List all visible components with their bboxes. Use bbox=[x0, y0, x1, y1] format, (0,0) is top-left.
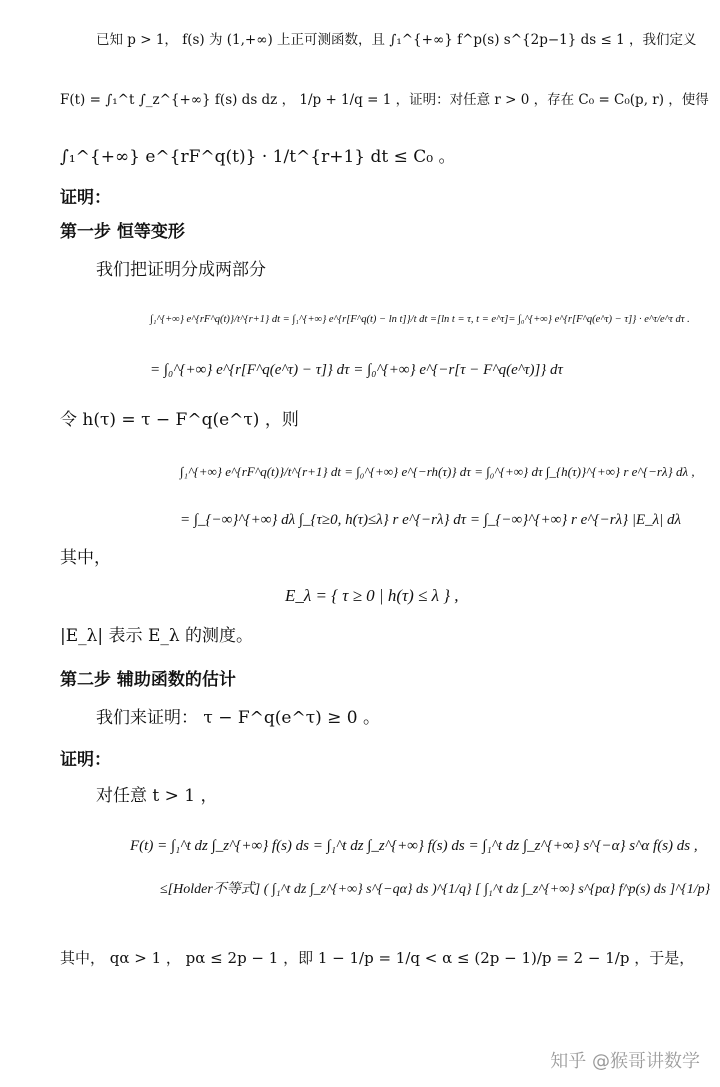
equation-1-line-1: ∫₁^{+∞} e^{rF^q(t)}/t^{r+1} dt = ∫₁^{+∞} e^{r[F^q(t) − ln t]}/t dt =[ln t = τ, t = e^τ]= ∫₀^{+∞} e^{r[F^q(e^τ) − τ]} · e^τ/e^τ dτ . bbox=[150, 314, 690, 325]
problem-line-3: ∫₁^{+∞} e^{rF^q(t)} · 1/t^{r+1} dt ≤ C₀ 。 bbox=[60, 147, 456, 167]
measure-note: |E_λ| 表示 E_λ 的测度。 bbox=[60, 626, 254, 646]
proof-label: 证明： bbox=[60, 188, 111, 208]
equation-1-line-2: = ∫₀^{+∞} e^{r[F^q(e^τ) − τ]} dτ = ∫₀^{+∞} e^{−r[τ − F^q(e^τ)]} dτ bbox=[150, 362, 563, 378]
equation-2-line-1: ∫₁^{+∞} e^{rF^q(t)}/t^{r+1} dt = ∫₀^{+∞} e^{−rh(τ)} dτ = ∫₀^{+∞} dτ ∫_{h(τ)}^{+∞} r e^{−rλ} dλ , bbox=[180, 464, 695, 479]
zhihu-watermark: 知乎 @猴哥讲数学 bbox=[550, 1051, 700, 1072]
proof2-intro: 对任意 t > 1 ， bbox=[96, 786, 218, 806]
where-label: 其中， bbox=[60, 548, 111, 568]
equation-4-line-2: ≤[Holder不等式] ( ∫₁^t dz ∫_z^{+∞} s^{−qα} ds )^{1/q} [ ∫₁^t dz ∫_z^{+∞} s^{pα} f^p(s) ds ]^{1/p} bbox=[160, 882, 711, 897]
proof-label-2: 证明： bbox=[60, 750, 111, 770]
proof2-conclusion: 其中， qα > 1 ， pα ≤ 2p − 1 ，即 1 − 1/p = 1/q < α ≤ (2p − 1)/p = 2 − 1/p ，于是， bbox=[60, 949, 695, 967]
step1-title: 第一步 恒等变形 bbox=[60, 222, 185, 242]
equation-2-line-2: = ∫_{−∞}^{+∞} dλ ∫_{τ≥0, h(τ)≤λ} r e^{−rλ} dτ = ∫_{−∞}^{+∞} r e^{−rλ} |E_λ| dλ bbox=[180, 512, 681, 528]
step2-title: 第二步 辅助函数的估计 bbox=[60, 670, 236, 690]
problem-line-1: 已知 p > 1， f(s) 为 (1,+∞) 上正可测函数，且 ∫₁^{+∞} f^p(s) s^{2p−1} ds ≤ 1 ，我们定义 bbox=[96, 32, 697, 48]
equation-4-line-1: F(t) = ∫₁^t dz ∫_z^{+∞} f(s) ds = ∫₁^t dz ∫_z^{+∞} f(s) ds = ∫₁^t dz ∫_z^{+∞} s^{−α} s^α f(s) ds , bbox=[130, 838, 698, 854]
equation-3: E_λ = { τ ≥ 0 | h(τ) ≤ λ } , bbox=[285, 586, 459, 605]
step1-intro: 我们把证明分成两部分 bbox=[96, 260, 266, 280]
problem-line-2: F(t) = ∫₁^t ∫_z^{+∞} f(s) ds dz ， 1/p + 1/q = 1 ，证明：对任意 r > 0 ，存在 C₀ = C₀(p, r) ，使得 bbox=[60, 92, 709, 108]
let-h-definition: 令 h(τ) = τ − F^q(e^τ) ，则 bbox=[60, 410, 299, 430]
step2-claim: 我们来证明： τ − F^q(e^τ) ≥ 0 。 bbox=[96, 708, 381, 728]
